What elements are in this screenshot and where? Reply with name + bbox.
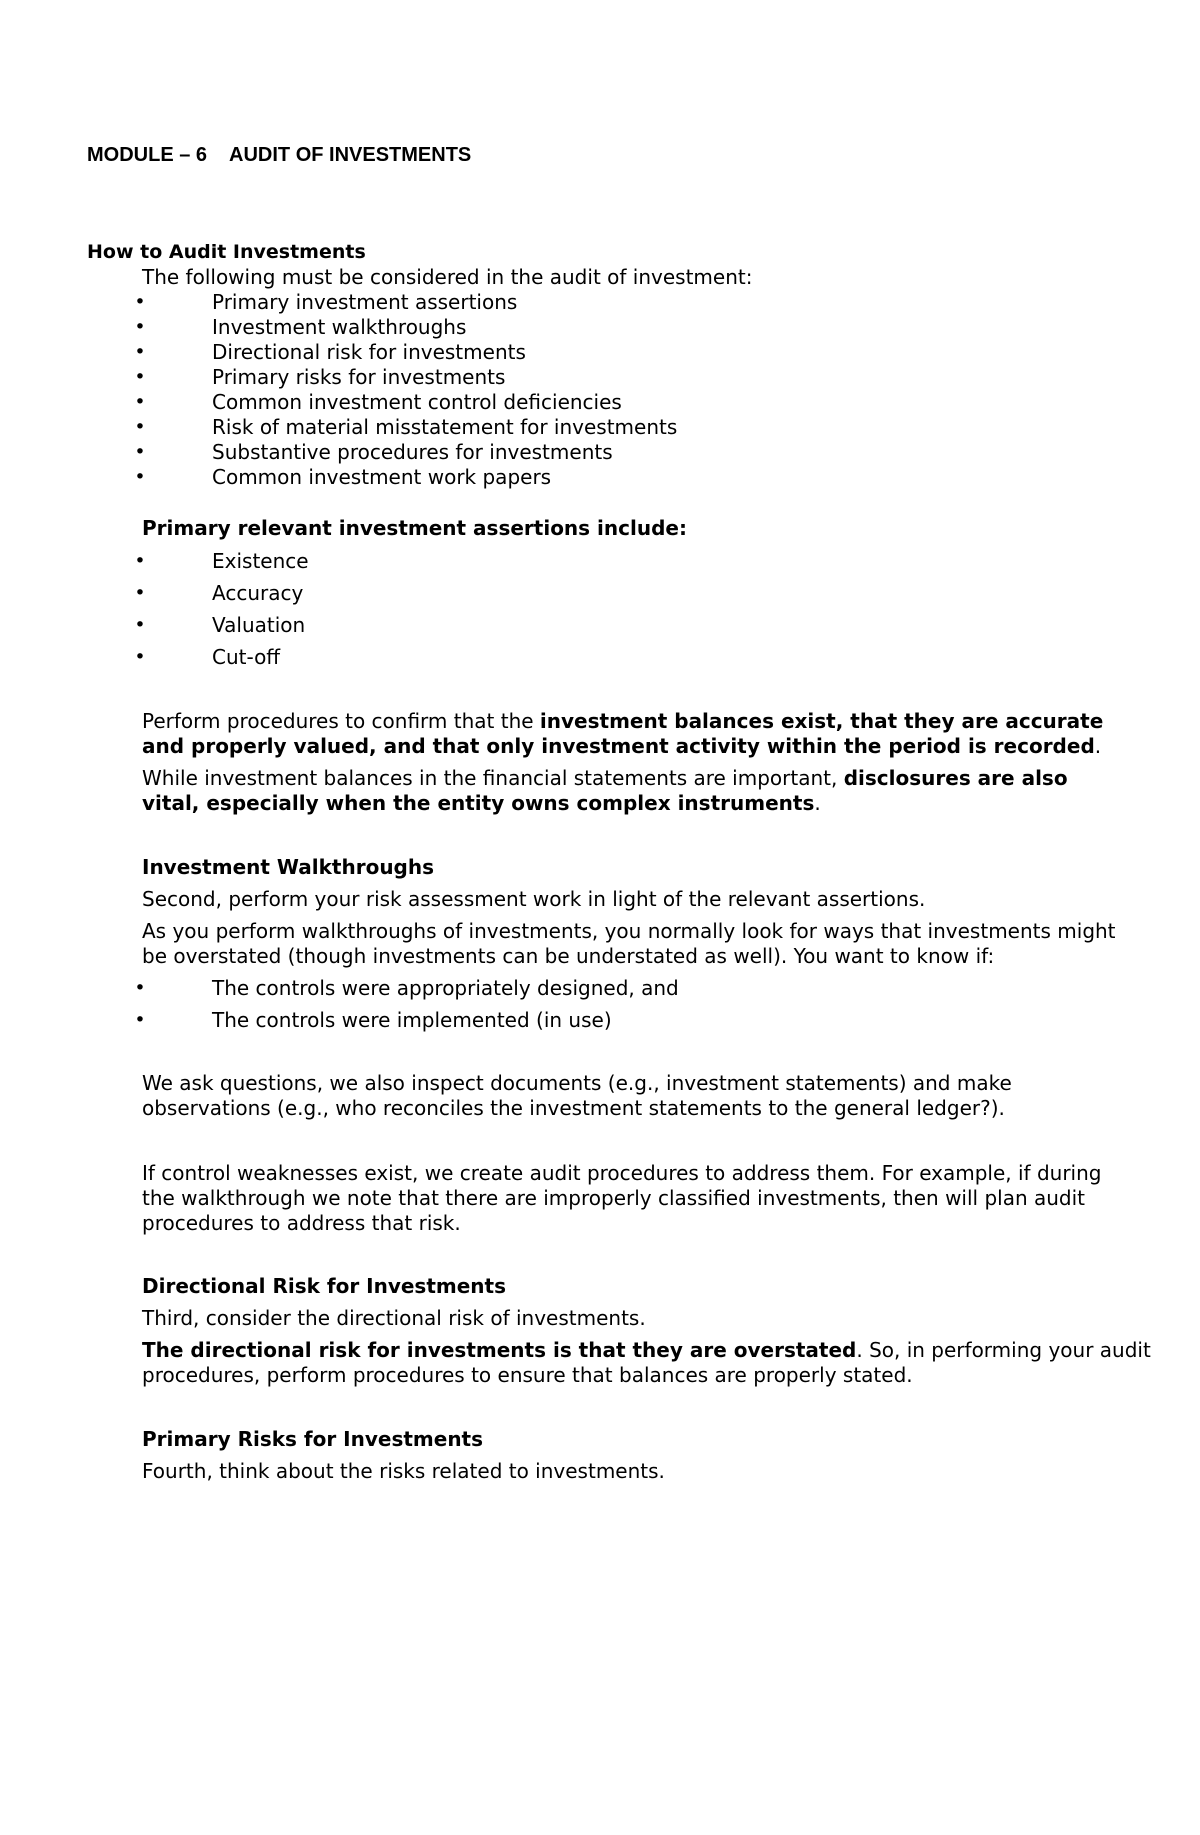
list-item: • Investment walkthroughs: [134, 315, 467, 339]
walkthroughs-paragraph-3: We ask questions, we also inspect documents (e.g., investment statements) and make observations (e.g., who reconciles the investment statements to the general ledger?).: [142, 1071, 1012, 1120]
bullet-icon: •: [134, 582, 146, 604]
how-to-intro: The following must be considered in the audit of investment:: [142, 265, 753, 289]
bullet-icon: •: [134, 466, 146, 488]
directional-paragraph-1: Third, consider the directional risk of investments.: [142, 1306, 646, 1330]
bullet-icon: •: [134, 646, 146, 668]
module-title: [87, 143, 471, 168]
bullet-icon: •: [134, 316, 146, 338]
assertions-paragraph-2: While investment balances in the financial statements are important, disclosures are also vital, especially when the entity owns complex instruments.: [142, 766, 1068, 815]
directional-heading: Directional Risk for Investments: [142, 1274, 506, 1298]
assertions-paragraph-1: Perform procedures to confirm that the investment balances exist, that they are accurate and properly valued, and that only investment activity within the period is recorded.: [142, 709, 1104, 758]
directional-paragraph-2: The directional risk for investments is that they are overstated. So, in performing your audit procedures, perform procedures to ensure that balances are properly stated.: [142, 1338, 1151, 1387]
bullet-icon: •: [134, 366, 146, 388]
how-to-heading: How to Audit Investments: [87, 241, 366, 263]
primary-risks-paragraph-1: Fourth, think about the risks related to investments.: [142, 1459, 665, 1483]
bullet-icon: •: [134, 550, 146, 572]
how-to-list: [0, 290, 1200, 490]
list-item: • Common investment control deficiencies: [134, 390, 622, 414]
bullet-icon: •: [134, 1009, 146, 1031]
walkthroughs-paragraph-1: Second, perform your risk assessment work in light of the relevant assertions.: [142, 887, 926, 911]
list-item: • Risk of material misstatement for investments: [134, 415, 678, 439]
list-item: • Directional risk for investments: [134, 340, 526, 364]
list-item: • Substantive procedures for investments: [134, 440, 613, 464]
bullet-icon: •: [134, 291, 146, 313]
list-item: • Cut-off: [0, 641, 1200, 673]
bullet-icon: •: [134, 977, 146, 999]
walkthroughs-paragraph-2: As you perform walkthroughs of investments, you normally look for ways that investments might be overstated (though investments can be understated as well). You want to know if:: [142, 919, 1116, 968]
list-item: • The controls were implemented (in use): [0, 1004, 1200, 1036]
walkthroughs-paragraph-4: If control weaknesses exist, we create audit procedures to address them. For example, if during the walkthrough we note that there are improperly classified investments, then will plan audit procedures to address that risk.: [142, 1161, 1102, 1235]
assertions-list: [0, 545, 1200, 673]
list-item: • Primary investment assertions: [134, 290, 518, 314]
module-title-text: AUDIT OF INVESTMENTS: [229, 144, 472, 166]
module-number: MODULE – 6: [87, 144, 208, 166]
list-item: • Valuation: [0, 609, 1200, 641]
list-item: • Existence: [0, 545, 1200, 577]
assertions-heading: Primary relevant investment assertions include:: [142, 516, 687, 540]
bullet-icon: •: [134, 614, 146, 636]
bullet-icon: •: [134, 441, 146, 463]
bullet-icon: •: [134, 416, 146, 438]
list-item: • Accuracy: [0, 577, 1200, 609]
bullet-icon: •: [134, 391, 146, 413]
primary-risks-heading: Primary Risks for Investments: [142, 1427, 484, 1451]
walkthroughs-heading: Investment Walkthroughs: [142, 855, 435, 879]
list-item: • Primary risks for investments: [134, 365, 506, 389]
bullet-icon: •: [134, 341, 146, 363]
walkthroughs-list: [0, 972, 1200, 1036]
list-item: • Common investment work papers: [134, 465, 552, 489]
list-item: • The controls were appropriately designed, and: [0, 972, 1200, 1004]
